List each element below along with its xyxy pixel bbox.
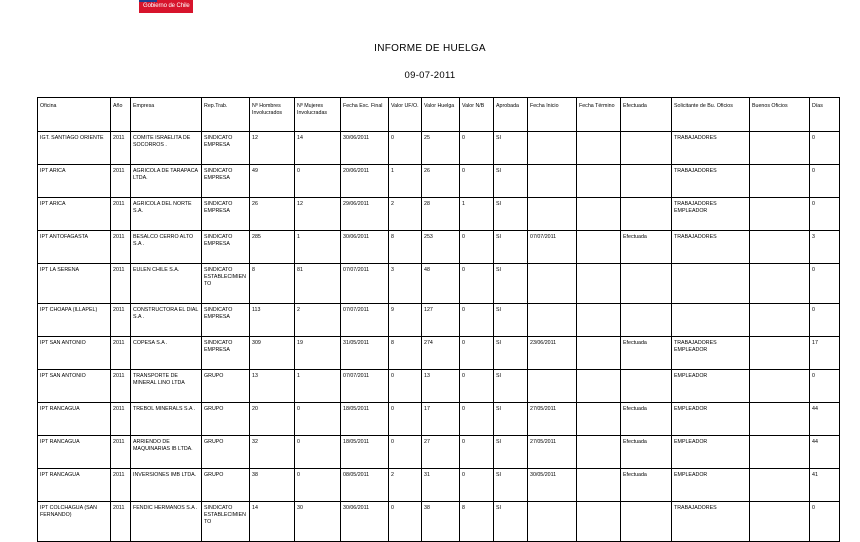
table-cell: IPT SAN ANTONIO: [38, 370, 111, 403]
table-cell: EMPLEADOR: [672, 469, 750, 502]
table-cell: GRUPO: [202, 370, 250, 403]
table-cell: 8: [389, 231, 422, 264]
table-cell: 27/05/2011: [528, 436, 577, 469]
table-cell: [528, 304, 577, 337]
table-cell: 2011: [111, 502, 131, 542]
table-cell: IPT RANCAGUA: [38, 469, 111, 502]
column-header: Valor Huelga: [422, 98, 460, 132]
column-header: Buenos Oficios: [750, 98, 810, 132]
table-cell: 28: [422, 198, 460, 231]
column-header: Fecha Exc. Final: [341, 98, 389, 132]
table-cell: 44: [810, 403, 840, 436]
table-cell: 2: [389, 198, 422, 231]
column-header: Rep.Trab.: [202, 98, 250, 132]
table-cell: 0: [460, 436, 494, 469]
table-cell: IPT LA SERENA: [38, 264, 111, 304]
table-row: [38, 231, 840, 264]
table-cell: 13: [250, 370, 295, 403]
table-cell: 113: [250, 304, 295, 337]
table-cell: TRABAJADORES EMPLEADOR: [672, 337, 750, 370]
table-cell: 44: [810, 436, 840, 469]
table-cell: Efectuada: [621, 337, 672, 370]
table-cell: 2: [295, 304, 341, 337]
table-cell: 14: [250, 502, 295, 542]
table-cell: 07/07/2011: [341, 370, 389, 403]
table-cell: SINDICATO EMPRESA: [202, 165, 250, 198]
table-cell: 0: [295, 165, 341, 198]
table-cell: [621, 132, 672, 165]
table-row: [38, 264, 840, 304]
table-cell: TRABAJADORES: [672, 165, 750, 198]
table-cell: 41: [810, 469, 840, 502]
table-cell: SI: [494, 469, 528, 502]
table-cell: 07/07/2011: [341, 304, 389, 337]
table-cell: [750, 403, 810, 436]
table-cell: SI: [494, 198, 528, 231]
table-cell: SINDICATO EMPRESA: [202, 231, 250, 264]
table-cell: [621, 198, 672, 231]
column-header: Solicitante de Bu. Oficios: [672, 98, 750, 132]
table-cell: 2011: [111, 198, 131, 231]
table-cell: 20/06/2011: [341, 165, 389, 198]
table-cell: [750, 436, 810, 469]
table-cell: 32: [250, 436, 295, 469]
table-cell: SI: [494, 370, 528, 403]
gobierno-logo: [139, 0, 193, 13]
table-cell: 8: [250, 264, 295, 304]
table-row: [38, 502, 840, 542]
table-cell: 0: [460, 337, 494, 370]
table-cell: 2011: [111, 304, 131, 337]
table-cell: [528, 132, 577, 165]
table-cell: SINDICATO EMPRESA: [202, 132, 250, 165]
table-cell: [577, 198, 621, 231]
table-cell: [577, 132, 621, 165]
table-cell: 30/06/2011: [341, 231, 389, 264]
table-cell: [577, 264, 621, 304]
table-cell: SI: [494, 132, 528, 165]
table-cell: 253: [422, 231, 460, 264]
table-cell: TREBOL MINERALS S.A .: [131, 403, 202, 436]
table-cell: SINDICATO EMPRESA: [202, 198, 250, 231]
table-cell: [528, 198, 577, 231]
table-cell: AGRICOLA DE TARAPACA LTDA.: [131, 165, 202, 198]
table-cell: [621, 264, 672, 304]
table-cell: 0: [389, 502, 422, 542]
column-header: Empresa: [131, 98, 202, 132]
table-cell: 18/05/2011: [341, 403, 389, 436]
table-cell: IGT. SANTIAGO ORIENTE: [38, 132, 111, 165]
table-cell: 2011: [111, 403, 131, 436]
table-cell: 0: [810, 165, 840, 198]
table-cell: COMITE ISRAELITA DE SOCORROS .: [131, 132, 202, 165]
table-cell: 30/05/2011: [528, 469, 577, 502]
table-cell: 8: [389, 337, 422, 370]
column-header: Nº Mujeres Involucradas: [295, 98, 341, 132]
table-cell: 27: [422, 436, 460, 469]
table-cell: 0: [810, 264, 840, 304]
table-cell: 2011: [111, 337, 131, 370]
table-cell: 2011: [111, 165, 131, 198]
table-cell: [750, 370, 810, 403]
table-cell: [621, 370, 672, 403]
table-cell: CONSTRUCTORA EL DIAL S.A .: [131, 304, 202, 337]
report-title: INFORME DE HUELGA: [374, 43, 486, 54]
table-cell: [672, 304, 750, 337]
table-cell: [621, 165, 672, 198]
table-cell: 0: [295, 436, 341, 469]
table-cell: TRANSPORTE DE MINERAL LINO LTDA: [131, 370, 202, 403]
table-cell: 0: [460, 469, 494, 502]
table-cell: 2011: [111, 469, 131, 502]
table-cell: Efectuada: [621, 469, 672, 502]
table-cell: 0: [460, 304, 494, 337]
table-row: [38, 403, 840, 436]
table-cell: Efectuada: [621, 436, 672, 469]
column-header: Oficina: [38, 98, 111, 132]
table-cell: 9: [389, 304, 422, 337]
table-cell: 0: [460, 264, 494, 304]
table-cell: 0: [810, 198, 840, 231]
table-cell: TRABAJADORES: [672, 132, 750, 165]
table-cell: INVERSIONES IMB LTDA.: [131, 469, 202, 502]
table-cell: 2011: [111, 370, 131, 403]
table-cell: [577, 436, 621, 469]
table-cell: 25: [422, 132, 460, 165]
table-cell: Efectuada: [621, 231, 672, 264]
table-cell: [577, 502, 621, 542]
table-cell: 14: [295, 132, 341, 165]
table-cell: [750, 337, 810, 370]
table-cell: SI: [494, 231, 528, 264]
table-cell: [750, 198, 810, 231]
table-cell: 23/06/2011: [528, 337, 577, 370]
table-cell: 2: [389, 469, 422, 502]
table-cell: [672, 264, 750, 304]
table-cell: SINDICATO EMPRESA: [202, 304, 250, 337]
table-cell: 1: [460, 198, 494, 231]
table-cell: 29/06/2011: [341, 198, 389, 231]
column-header: Valor N/B: [460, 98, 494, 132]
table-cell: [577, 231, 621, 264]
table-cell: SI: [494, 436, 528, 469]
table-cell: 2011: [111, 231, 131, 264]
table-cell: [577, 337, 621, 370]
table-cell: IPT RANCAGUA: [38, 436, 111, 469]
table-cell: 0: [810, 502, 840, 542]
table-cell: [577, 469, 621, 502]
table-cell: 27/05/2011: [528, 403, 577, 436]
table-cell: [577, 165, 621, 198]
table-cell: EULEN CHILE S.A.: [131, 264, 202, 304]
table-cell: 2011: [111, 436, 131, 469]
logo-text: Gobierno de Chile: [143, 3, 190, 9]
table-cell: 1: [295, 370, 341, 403]
table-cell: SI: [494, 264, 528, 304]
table-cell: [750, 502, 810, 542]
table-cell: IPT ARICA: [38, 165, 111, 198]
table-cell: 30: [295, 502, 341, 542]
table-cell: 285: [250, 231, 295, 264]
table-cell: EMPLEADOR: [672, 370, 750, 403]
table-cell: [621, 304, 672, 337]
table-cell: [750, 304, 810, 337]
column-header: Año: [111, 98, 131, 132]
table-cell: 127: [422, 304, 460, 337]
report-date: 09-07-2011: [404, 70, 456, 81]
column-header: Días: [810, 98, 840, 132]
table-cell: [577, 304, 621, 337]
table-cell: 0: [810, 132, 840, 165]
table-cell: SINDICATO ESTABLECIMIENTO: [202, 264, 250, 304]
table-cell: 3: [810, 231, 840, 264]
table-cell: 08/05/2011: [341, 469, 389, 502]
column-header: Fecha Inicio: [528, 98, 577, 132]
table-cell: TRABAJADORES: [672, 231, 750, 264]
table-cell: Efectuada: [621, 403, 672, 436]
table-cell: 0: [810, 370, 840, 403]
table-cell: [621, 502, 672, 542]
table-cell: 274: [422, 337, 460, 370]
table-cell: 0: [460, 165, 494, 198]
table-cell: 38: [250, 469, 295, 502]
table-row: [38, 304, 840, 337]
table-cell: SINDICATO ESTABLECIMIENTO: [202, 502, 250, 542]
table-cell: 17: [422, 403, 460, 436]
table-cell: 30/06/2011: [341, 502, 389, 542]
table-cell: 49: [250, 165, 295, 198]
column-header: Valor UF/O.: [389, 98, 422, 132]
table-cell: 31: [422, 469, 460, 502]
table-cell: 13: [422, 370, 460, 403]
table-cell: 2011: [111, 132, 131, 165]
table-cell: BESALCO CERRO ALTO S.A .: [131, 231, 202, 264]
table-cell: IPT COLCHAGUA (SAN FERNANDO): [38, 502, 111, 542]
column-header: Fecha Término: [577, 98, 621, 132]
table-cell: [577, 370, 621, 403]
table-cell: 0: [295, 469, 341, 502]
table-cell: 81: [295, 264, 341, 304]
table-cell: 17: [810, 337, 840, 370]
table-cell: 0: [460, 132, 494, 165]
table-header-row: [38, 98, 840, 132]
table-cell: SI: [494, 502, 528, 542]
table-cell: [528, 370, 577, 403]
table-cell: 38: [422, 502, 460, 542]
table-cell: 26: [422, 165, 460, 198]
table-cell: 0: [389, 436, 422, 469]
table-cell: [577, 403, 621, 436]
table-cell: [750, 132, 810, 165]
table-cell: 1: [389, 165, 422, 198]
table-cell: [528, 165, 577, 198]
table-cell: 20: [250, 403, 295, 436]
table-cell: 0: [389, 403, 422, 436]
table-cell: 0: [389, 132, 422, 165]
table-cell: 0: [460, 231, 494, 264]
table-cell: AGRICOLA DEL NORTE S.A.: [131, 198, 202, 231]
table-cell: 26: [250, 198, 295, 231]
table-cell: COPESA S.A .: [131, 337, 202, 370]
table-cell: SINDICATO EMPRESA: [202, 337, 250, 370]
table-cell: TRABAJADORES: [672, 502, 750, 542]
table-cell: 0: [810, 304, 840, 337]
table-cell: [750, 264, 810, 304]
table-cell: [750, 469, 810, 502]
table-cell: IPT ANTOFAGASTA: [38, 231, 111, 264]
column-header: Nº Hombres Involucrados: [250, 98, 295, 132]
table-cell: 1: [295, 231, 341, 264]
table-body: [38, 132, 840, 542]
table-cell: [750, 165, 810, 198]
table-cell: [528, 264, 577, 304]
table-cell: 12: [295, 198, 341, 231]
table-cell: SI: [494, 304, 528, 337]
column-header: Efectuada: [621, 98, 672, 132]
table-cell: IPT SAN ANTONIO: [38, 337, 111, 370]
table-cell: FENDIC HERMANOS S.A .: [131, 502, 202, 542]
table-cell: 07/07/2011: [528, 231, 577, 264]
table-cell: [528, 502, 577, 542]
table-cell: 8: [460, 502, 494, 542]
table-row: [38, 165, 840, 198]
table-cell: 31/05/2011: [341, 337, 389, 370]
table-cell: 48: [422, 264, 460, 304]
table-cell: ARRIENDO DE MAQUINARIAS IB LTDA.: [131, 436, 202, 469]
table-cell: 3: [389, 264, 422, 304]
table-cell: 0: [295, 403, 341, 436]
table-cell: 2011: [111, 264, 131, 304]
table-cell: SI: [494, 165, 528, 198]
strike-report-table: [37, 97, 840, 542]
table-cell: 0: [389, 370, 422, 403]
table-cell: EMPLEADOR: [672, 436, 750, 469]
table-cell: 309: [250, 337, 295, 370]
table-cell: 0: [460, 370, 494, 403]
table-row: [38, 370, 840, 403]
table-cell: 07/07/2011: [341, 264, 389, 304]
table-row: [38, 132, 840, 165]
column-header: Aprobada: [494, 98, 528, 132]
table-cell: SI: [494, 337, 528, 370]
table-cell: 0: [460, 403, 494, 436]
table-cell: IPT CHOAPA (ILLAPEL): [38, 304, 111, 337]
table-cell: 18/05/2011: [341, 436, 389, 469]
table-row: [38, 469, 840, 502]
table-cell: GRUPO: [202, 403, 250, 436]
table-cell: IPT RANCAGUA: [38, 403, 111, 436]
table-cell: TRABAJADORES EMPLEADOR: [672, 198, 750, 231]
table-row: [38, 198, 840, 231]
table-cell: EMPLEADOR: [672, 403, 750, 436]
table-row: [38, 436, 840, 469]
table-cell: 30/06/2011: [341, 132, 389, 165]
table-cell: [750, 231, 810, 264]
table-cell: 19: [295, 337, 341, 370]
table-cell: GRUPO: [202, 436, 250, 469]
table-cell: SI: [494, 403, 528, 436]
table-cell: GRUPO: [202, 469, 250, 502]
table-cell: IPT ARICA: [38, 198, 111, 231]
table-row: [38, 337, 840, 370]
table-cell: 12: [250, 132, 295, 165]
